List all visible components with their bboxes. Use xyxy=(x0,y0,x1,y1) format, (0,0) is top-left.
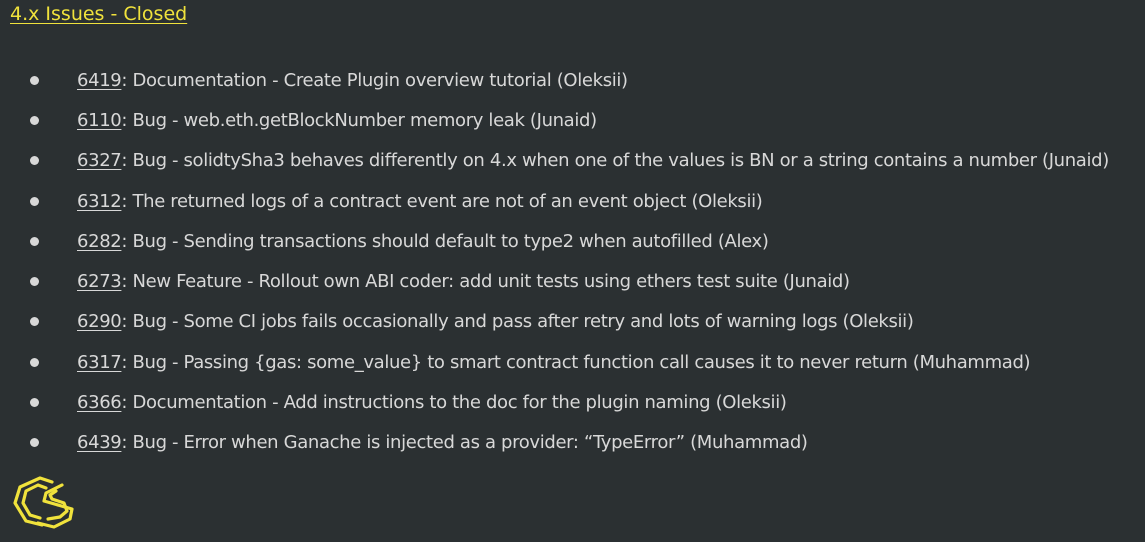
issue-link[interactable]: 6419 xyxy=(77,69,122,91)
issue-link[interactable]: 6317 xyxy=(77,351,122,373)
bullet-icon xyxy=(30,76,39,85)
issue-text xyxy=(77,150,1109,171)
issue-description: : Bug - web.eth.getBlockNumber memory leak (Junaid) xyxy=(121,109,597,131)
chainsafe-logo-icon xyxy=(12,473,78,531)
issue-link[interactable]: 6312 xyxy=(77,190,122,212)
issue-text xyxy=(77,271,850,292)
issue-text xyxy=(77,352,1030,373)
issue-description: : Documentation - Add instructions to the doc for the plugin naming (Oleksii) xyxy=(121,392,787,414)
bullet-icon xyxy=(30,156,39,165)
bullet-icon xyxy=(30,398,39,407)
bullet-icon xyxy=(30,237,39,246)
bullet-icon xyxy=(30,116,39,125)
issue-link[interactable]: 6273 xyxy=(77,271,122,293)
issue-description: : Bug - Passing {gas: some_value} to smart contract function call causes it to never return (Muhammad) xyxy=(121,351,1031,373)
bullet-icon xyxy=(30,317,39,326)
bullet-icon xyxy=(30,438,39,447)
issue-description: : Documentation - Create Plugin overview tutorial (Oleksii) xyxy=(121,69,628,91)
issue-description: : The returned logs of a contract event are not of an event object (Oleksii) xyxy=(121,190,763,212)
bullet-icon xyxy=(30,277,39,286)
issue-text xyxy=(77,191,762,212)
issue-description: : Bug - solidtySha3 behaves differently on 4.x when one of the values is BN or a string contains a number (Junaid) xyxy=(121,150,1109,172)
issue-link[interactable]: 6439 xyxy=(77,432,122,454)
issue-text xyxy=(77,432,808,453)
issue-link[interactable]: 6110 xyxy=(77,109,122,131)
issue-text xyxy=(77,110,597,131)
issue-link[interactable]: 6290 xyxy=(77,311,122,333)
issue-text xyxy=(77,392,787,413)
issue-description: : New Feature - Rollout own ABI coder: add unit tests using ethers test suite (Junaid) xyxy=(121,271,850,293)
issue-text xyxy=(77,311,914,332)
bullet-icon xyxy=(30,197,39,206)
issue-description: : Bug - Error when Ganache is injected as a provider: “TypeError” (Muhammad) xyxy=(121,432,808,454)
issue-text xyxy=(77,231,769,252)
issue-text xyxy=(77,70,628,91)
issue-link[interactable]: 6327 xyxy=(77,150,122,172)
bullet-icon xyxy=(30,358,39,367)
issue-link[interactable]: 6282 xyxy=(77,230,122,252)
slide-title[interactable]: 4.x Issues - Closed xyxy=(10,3,188,25)
issue-link[interactable]: 6366 xyxy=(77,392,122,414)
issue-description: : Bug - Some CI jobs fails occasionally and pass after retry and lots of warning logs (Oleksii) xyxy=(121,311,914,333)
issue-description: : Bug - Sending transactions should default to type2 when autofilled (Alex) xyxy=(121,230,769,252)
